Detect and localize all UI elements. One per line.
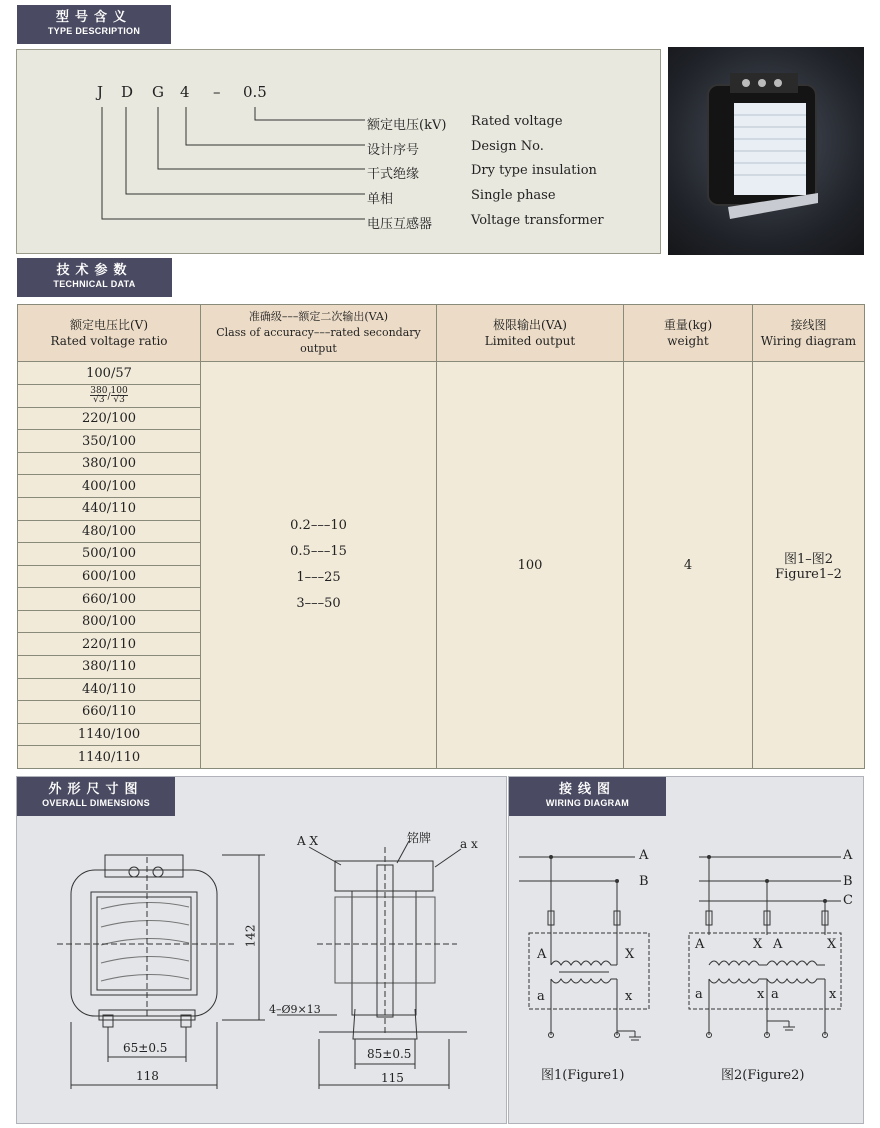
ratio-cell: 400/100	[18, 475, 201, 498]
weight-cell: 4	[624, 362, 753, 769]
dim-inner-label: 65±0.5	[123, 1041, 168, 1055]
fig1-caption: 图1(Figure1)	[541, 1068, 625, 1083]
ratio-cell: 800/100	[18, 610, 201, 633]
table-header-row	[18, 305, 865, 362]
technical-data-table	[17, 304, 865, 769]
meaning-en-2: Dry type insulation	[471, 163, 597, 178]
model-char-d: D	[121, 83, 134, 101]
meaning-cn-0: 额定电压(kV)	[367, 118, 447, 133]
fig2-terminal-a1: a	[695, 987, 703, 1002]
section-title-en: OVERALL DIMENSIONS	[42, 798, 150, 808]
ratio-cell: 440/110	[18, 678, 201, 701]
fig2-terminal-X1: X	[753, 937, 763, 952]
overall-dimensions-panel	[16, 776, 507, 1124]
ratio-cell: 1140/110	[18, 746, 201, 769]
ratio-cell: 100/57	[18, 362, 201, 385]
meaning-cn-3: 单相	[367, 192, 394, 207]
col-header-accuracy: 准确级–––额定二次输出(VA) Class of accuracy–––rated secondary output	[201, 305, 437, 362]
ratio-cell: 500/100	[18, 543, 201, 566]
fig2-line-C-label: C	[843, 893, 853, 908]
model-char-voltage: 0.5	[243, 83, 267, 101]
fig2-line-A-label: A	[843, 848, 853, 863]
fig1-terminal-X: X	[625, 947, 635, 962]
model-char-j: J	[97, 83, 104, 101]
fig2-terminal-A1: A	[695, 937, 705, 952]
line-B-label: B	[639, 874, 649, 889]
meaning-cn-2: 干式绝缘	[367, 167, 420, 182]
section-title-en: TECHNICAL DATA	[53, 279, 136, 289]
fig1-terminal-x: x	[625, 989, 633, 1004]
table-row	[18, 362, 865, 385]
dim-inner2-label: 85±0.5	[367, 1047, 412, 1061]
transformer-photo-illustration	[668, 47, 864, 255]
dim-height-label: 142	[243, 924, 258, 948]
meaning-en-1: Design No.	[471, 139, 544, 154]
ratio-cell: 440/110	[18, 497, 201, 520]
terminal-AX-label: A X	[297, 834, 319, 848]
dim-depth-label: 115	[381, 1071, 404, 1085]
technical-data-header	[17, 258, 172, 297]
meaning-cn-1: 设计序号	[367, 143, 420, 158]
dim-width-label: 118	[136, 1069, 159, 1083]
model-char-g: G	[152, 83, 164, 101]
type-description-panel	[16, 49, 661, 254]
dimension-drawing	[17, 777, 506, 1123]
fig2-terminal-X2: X	[827, 937, 837, 952]
product-photo	[668, 47, 864, 255]
ratio-cell: 600/100	[18, 565, 201, 588]
ratio-cell: 220/110	[18, 633, 201, 656]
fig2-terminal-a2: a	[771, 987, 779, 1002]
fig2-line-B-label: B	[843, 874, 853, 889]
meaning-cn-4: 电压互感器	[367, 217, 433, 232]
meaning-en-3: Single phase	[471, 188, 556, 203]
fig2-terminal-A2: A	[773, 937, 783, 952]
wiring-cell: 图1–图2 Figure1–2	[753, 362, 865, 769]
meaning-en-4: Voltage transformer	[471, 213, 604, 228]
ratio-cell: 220/100	[18, 407, 201, 430]
ratio-cell: 480/100	[18, 520, 201, 543]
col-header-ratio: 额定电压比(V) Rated voltage ratio	[18, 305, 201, 362]
fig1-terminal-A: A	[537, 947, 547, 962]
limited-output-cell: 100	[437, 362, 624, 769]
section-title-en: TYPE DESCRIPTION	[47, 26, 141, 36]
fig2-caption: 图2(Figure2)	[721, 1068, 805, 1083]
ratio-cell: 380/110	[18, 656, 201, 679]
meaning-en-0: Rated voltage	[471, 114, 563, 129]
ratio-cell: 660/100	[18, 588, 201, 611]
section-title-cn: 技术参数	[56, 263, 133, 278]
fig2-terminal-x2: x	[829, 987, 837, 1002]
type-description-header	[17, 5, 171, 44]
model-char-4: 4	[180, 83, 190, 101]
ratio-cell: 380/100	[18, 452, 201, 475]
accuracy-cell: 0.2–––10 0.5–––15 1–––25 3–––50	[201, 362, 437, 769]
ratio-cell: 1140/100	[18, 723, 201, 746]
section-title-cn: 接线图	[558, 782, 616, 797]
fig2-terminal-x1: x	[757, 987, 765, 1002]
nameplate-label: 铭牌	[407, 831, 432, 845]
ratio-cell: 660/110	[18, 701, 201, 724]
ratio-cell-sqrt: $\frac{380}{√3}$ / $\frac{100}{√3}$	[18, 385, 201, 408]
section-title-cn: 型号含义	[55, 10, 132, 25]
section-title-en: WIRING DIAGRAM	[545, 798, 630, 808]
col-header-weight: 重量(kg) weight	[624, 305, 753, 362]
dim-holes-label: 4–Ø9×13	[269, 1003, 321, 1016]
col-header-wiring: 接线图 Wiring diagram	[753, 305, 865, 362]
model-char-dash: –	[213, 83, 221, 101]
section-title-cn: 外形尺寸图	[48, 782, 144, 797]
ratio-cell: 350/100	[18, 430, 201, 453]
col-header-limited: 极限输出(VA) Limited output	[437, 305, 624, 362]
line-A-label: A	[639, 848, 649, 863]
terminal-ax-label: a x	[460, 837, 478, 851]
wiring-diagram-panel	[508, 776, 864, 1124]
fig1-terminal-a: a	[537, 989, 545, 1004]
